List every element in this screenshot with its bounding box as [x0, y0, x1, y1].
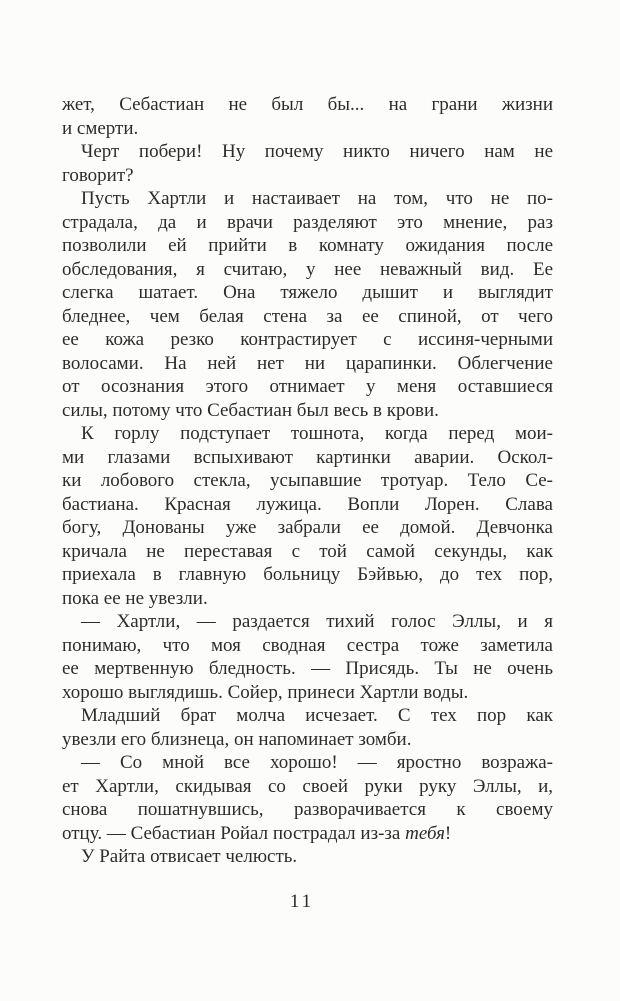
text-line: от осознания этого отнимает у меня оставшиеся — [62, 376, 553, 397]
page-text — [62, 93, 553, 869]
text-line: — Со мной все хорошо! — яростно возража- — [81, 752, 553, 773]
text-line: понимаю, что моя сводная сестра тоже заметила — [62, 634, 553, 656]
text-line: силы, потому что Себастиан был весь в крови. — [62, 399, 439, 421]
text-line: Пусть Хартли и настаивает на том, что не по- — [81, 188, 553, 209]
text-line: ее мертвенную бледность. — Присядь. Ты не очень — [62, 658, 553, 679]
text-line: позволили ей прийти в комнату ожидания после — [62, 235, 553, 256]
text-line: — Хартли, — раздается тихий голос Эллы, и я — [81, 611, 553, 632]
text-line: К горлу подступает тошнота, когда перед мои- — [81, 423, 553, 444]
text-line: и смерти. — [62, 117, 139, 139]
page-number: 11 — [289, 891, 315, 912]
text-line: обследования, я считаю, у нее неважный вид. Ее — [62, 258, 553, 280]
text-line: ми глазами вспыхивают картинки аварии. Оскол- — [62, 446, 553, 468]
text-line: хорошо выглядишь. Сойер, принеси Хартли воды. — [62, 681, 469, 703]
text-line: волосами. На ней нет ни царапинки. Облегчение — [62, 352, 553, 374]
text-line: ки лобового стекла, усыпавшие тротуар. Тело Се- — [62, 470, 553, 491]
text-line: кричала не переставая с той самой секунды, как — [62, 540, 553, 562]
text-line: страдала, да и врачи разделяют это мнение, раз — [62, 211, 553, 233]
text-line: пока ее не увезли. — [62, 587, 208, 609]
text-line: слегка шатает. Она тяжело дышит и выглядит — [62, 282, 553, 303]
text-line: Черт побери! Ну почему никто ничего нам не — [81, 141, 553, 162]
text-line: Младший брат молча исчезает. С тех пор как — [81, 705, 553, 726]
text-line: отцу. — Себастиан Ройал пострадал из-за тебя! — [62, 822, 452, 844]
text-line: ее кожа резко контрастирует с иссиня-черными — [62, 329, 553, 350]
text-line: жет, Себастиан не был бы... на грани жизни — [62, 94, 553, 115]
text-line: увезли его близнеца, он напоминает зомби. — [62, 728, 412, 750]
text-line: снова пошатнувшись, разворачивается к своему — [62, 799, 553, 820]
text-line: бледнее, чем белая стена за ее спиной, от чего — [62, 305, 553, 327]
text-line: говорит? — [62, 164, 134, 186]
text-line: богу, Донованы уже забрали ее домой. Девчонка — [62, 517, 553, 538]
text-line: ет Хартли, скидывая со своей руки руку Эллы, и, — [62, 775, 553, 797]
text-line: У Райта отвисает челюсть. — [81, 846, 298, 867]
text-line: бастиана. Красная лужица. Вопли Лорен. Слава — [62, 493, 553, 515]
text-line: приехала в главную больницу Бэйвью, до тех пор, — [62, 564, 553, 585]
